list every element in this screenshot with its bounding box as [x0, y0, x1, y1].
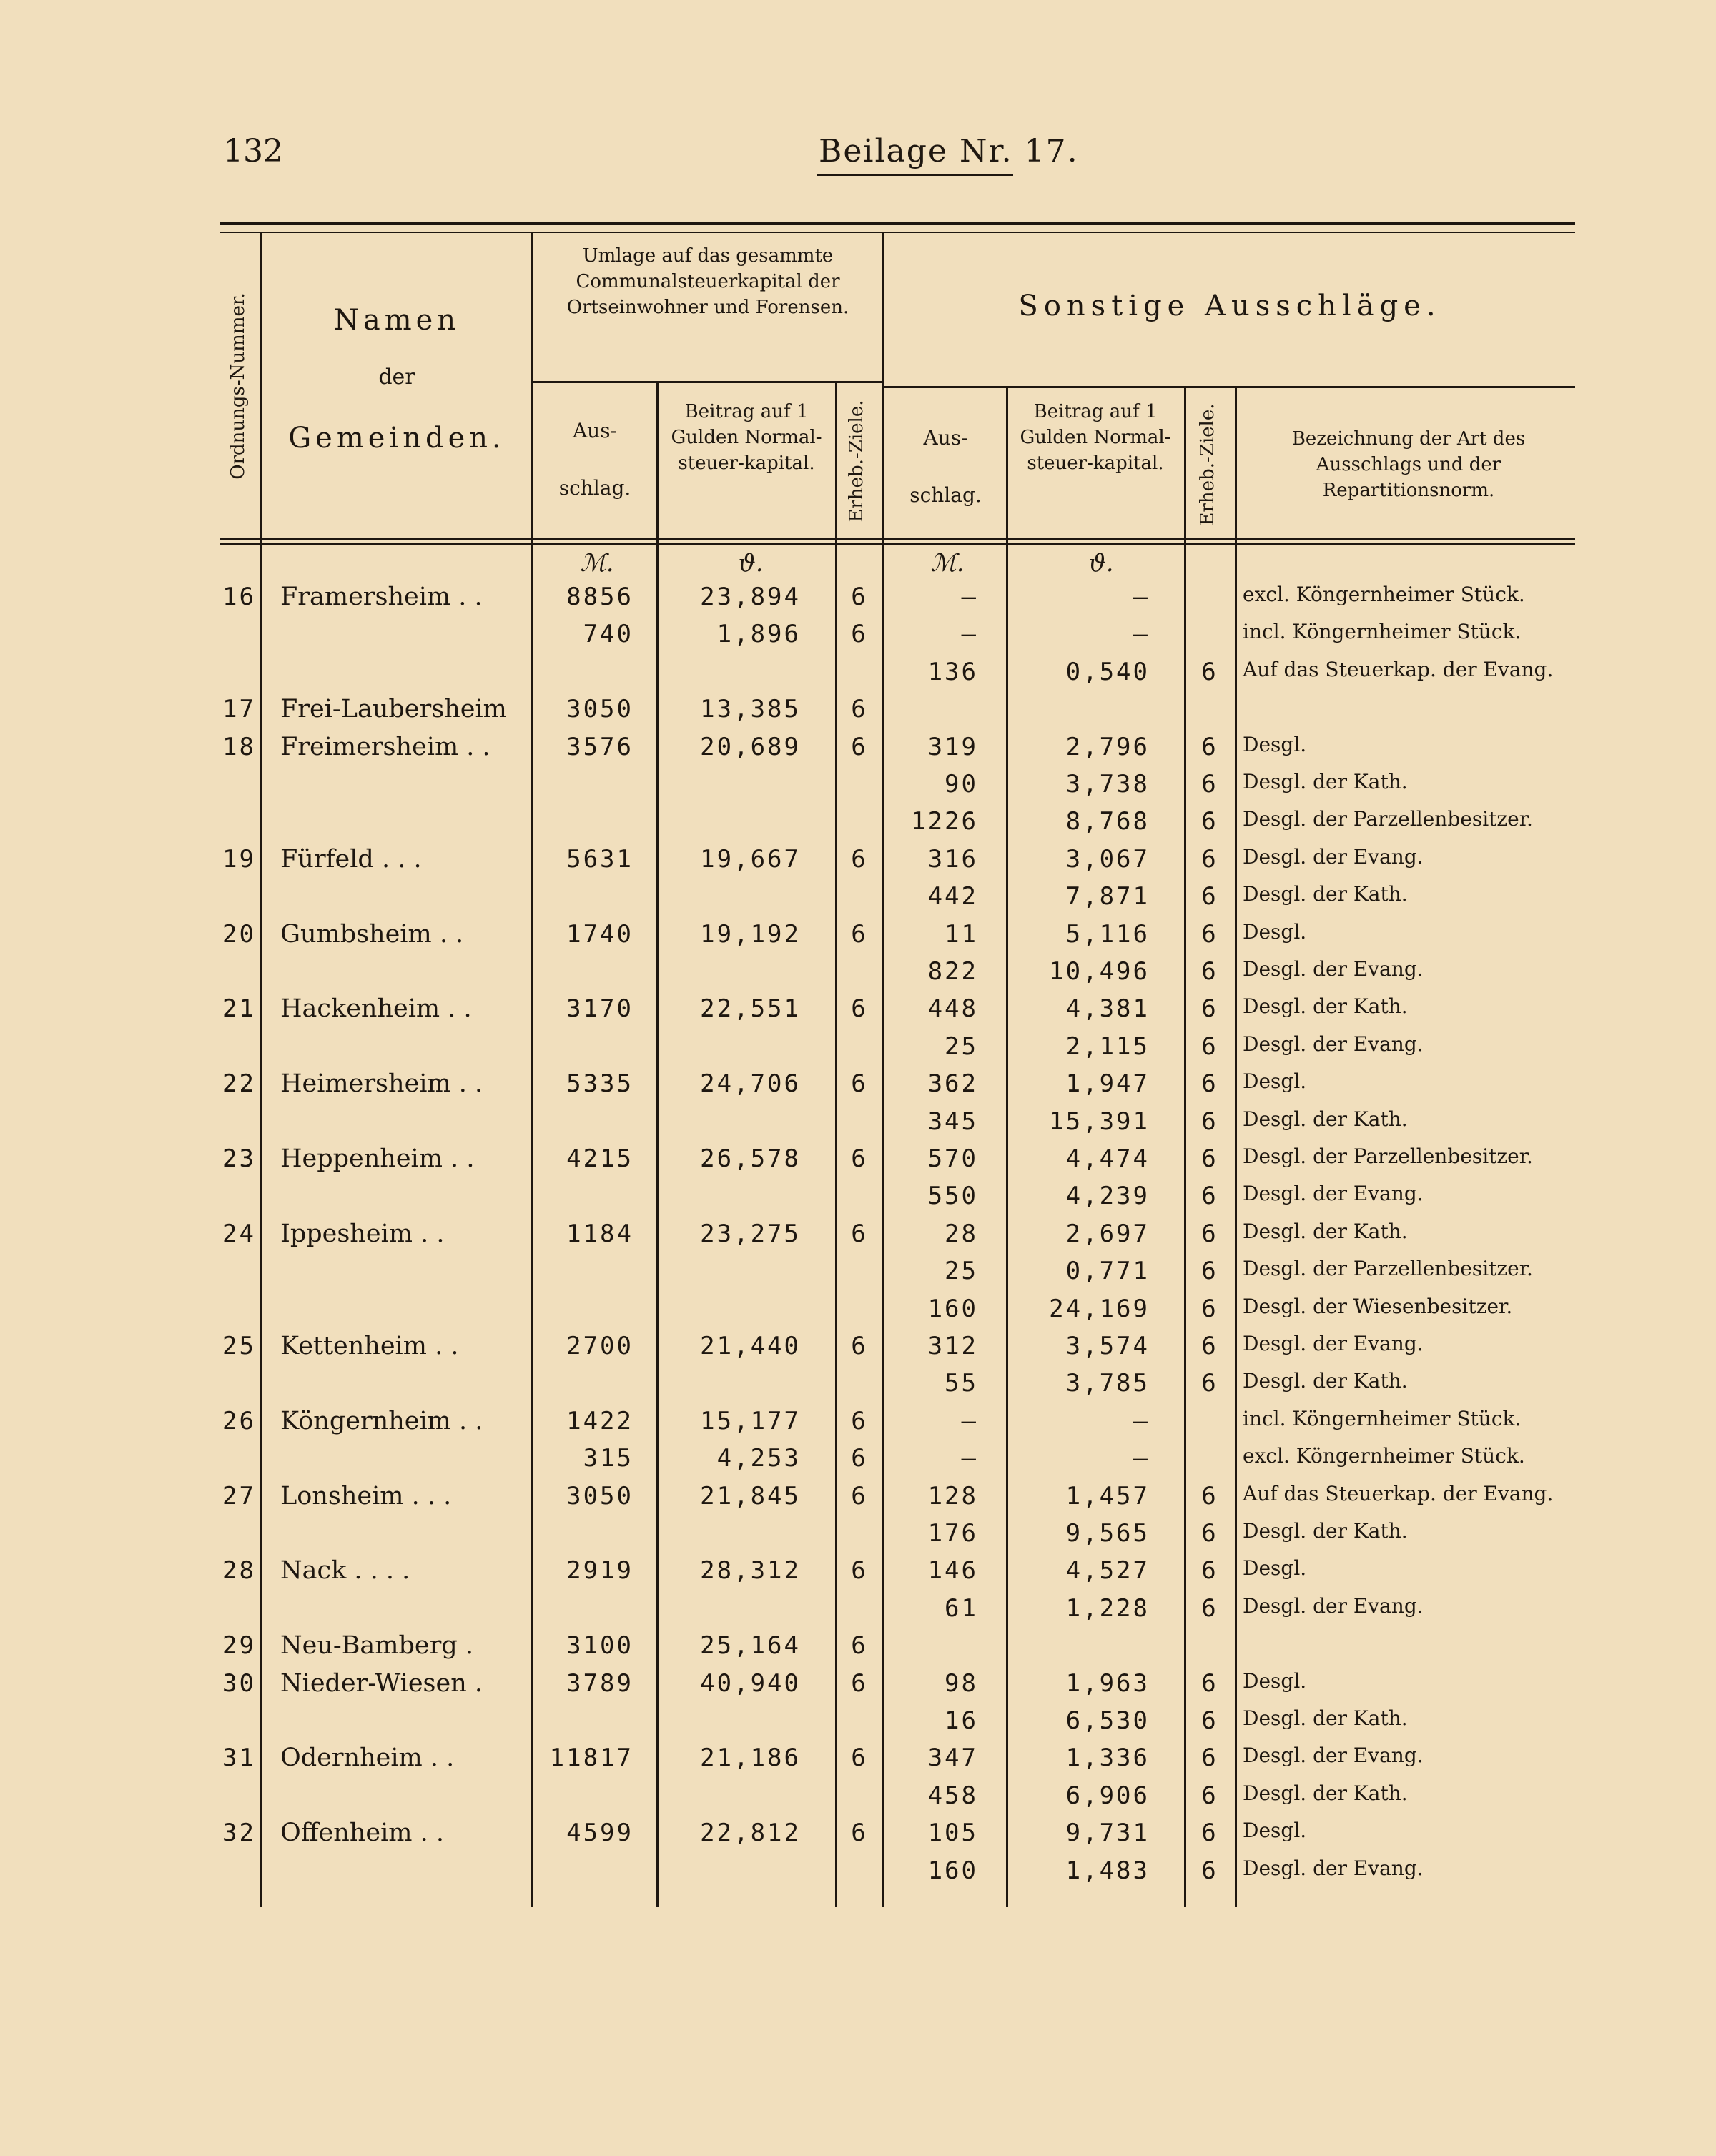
row-umlage-beitrag: 21,440: [700, 1332, 801, 1360]
row-sonstige-beitrag: 4,381: [1065, 994, 1150, 1024]
header-namen: Namen: [333, 304, 460, 337]
row-sonstige-ausschlag: 11: [945, 919, 978, 949]
header-erheb-ziele-1: Erheb.-Ziele.: [846, 400, 867, 523]
row-sonstige-ausschlag: 458: [927, 1781, 978, 1810]
row-bezeichnung: Desgl. der Wiesenbesitzer.: [1243, 1294, 1513, 1318]
row-bezeichnung: Desgl. der Kath.: [1243, 994, 1408, 1019]
row-sonstige-ausschlag: 550: [927, 1182, 978, 1211]
row-number: 16: [222, 583, 256, 611]
row-umlage-beitrag: 21,845: [700, 1481, 801, 1510]
row-umlage-beitrag: 24,706: [700, 1069, 801, 1099]
row-bezeichnung: incl. Köngernheimer Stück.: [1243, 620, 1522, 644]
col-divider-d: [1184, 387, 1186, 1907]
row-sonstige-ausschlag: 16: [945, 1706, 978, 1735]
row-umlage-ziele: 6: [851, 1069, 868, 1099]
header-erheb-ziele-2: Erheb.-Ziele.: [1197, 403, 1218, 526]
row-sonstige-ziele: 6: [1201, 844, 1218, 874]
row-bezeichnung: Desgl. der Evang.: [1243, 1332, 1424, 1355]
row-sonstige-beitrag: 24,169: [1049, 1294, 1150, 1323]
row-umlage-ausschlag: 1740: [566, 919, 633, 949]
row-sonstige-ziele: 6: [1201, 807, 1218, 836]
row-number: 30: [222, 1668, 256, 1698]
row-sonstige-ziele: 6: [1201, 1107, 1218, 1136]
row-bezeichnung: Desgl. der Evang.: [1243, 844, 1424, 869]
row-umlage-ausschlag: 4215: [566, 1144, 633, 1173]
row-bezeichnung: Desgl. der Kath.: [1243, 770, 1408, 793]
row-bezeichnung: Desgl. der Kath.: [1243, 1107, 1408, 1131]
row-sonstige-ziele: 6: [1201, 1781, 1218, 1810]
row-sonstige-beitrag: —: [1133, 1406, 1150, 1435]
row-sonstige-ausschlag: 90: [945, 770, 978, 798]
row-sonstige-ausschlag: 136: [927, 657, 978, 686]
header-gemeinden: Gemeinden.: [288, 422, 506, 455]
row-umlage-ausschlag: 2700: [566, 1332, 633, 1360]
row-municipality: Nack . . . .: [280, 1556, 410, 1586]
row-municipality: Fürfeld . . .: [280, 844, 422, 874]
row-sonstige-ausschlag: 28: [945, 1219, 978, 1248]
row-sonstige-ziele: 6: [1201, 1668, 1218, 1698]
page-number: 132: [223, 133, 283, 169]
row-sonstige-ziele: 6: [1201, 1332, 1218, 1360]
row-sonstige-beitrag: 15,391: [1049, 1107, 1150, 1136]
row-bezeichnung: Desgl. der Evang.: [1243, 1856, 1424, 1880]
row-bezeichnung: Desgl. der Evang.: [1243, 1593, 1424, 1618]
row-sonstige-ziele: 6: [1201, 657, 1218, 686]
row-sonstige-beitrag: 1,483: [1065, 1856, 1150, 1885]
row-sonstige-beitrag: —: [1133, 620, 1150, 649]
row-number: 21: [222, 994, 256, 1024]
row-umlage-ausschlag: 8856: [566, 583, 633, 611]
row-sonstige-ziele: 6: [1201, 1294, 1218, 1323]
row-number: 29: [222, 1631, 256, 1661]
row-umlage-beitrag: 40,940: [700, 1668, 801, 1698]
row-sonstige-ziele: 6: [1201, 994, 1218, 1024]
row-municipality: Lonsheim . . .: [280, 1481, 452, 1510]
row-bezeichnung: Desgl. der Kath.: [1243, 1781, 1408, 1805]
row-sonstige-beitrag: 1,963: [1065, 1668, 1150, 1698]
row-umlage-ausschlag: 3170: [566, 994, 633, 1024]
row-bezeichnung: Desgl.: [1243, 1556, 1307, 1581]
header-bottom-rule-2: [220, 543, 1575, 545]
row-umlage-beitrag: 22,551: [700, 994, 801, 1024]
header-ausschlag-1b: schlag.: [558, 476, 631, 500]
row-sonstige-ziele: 6: [1201, 732, 1218, 761]
header-bottom-rule: [220, 538, 1575, 540]
row-umlage-ausschlag: 3050: [566, 1481, 633, 1510]
row-municipality: Ippesheim . .: [280, 1219, 445, 1248]
row-sonstige-beitrag: 9,565: [1065, 1519, 1150, 1548]
row-bezeichnung: Desgl. der Kath.: [1243, 1219, 1408, 1243]
row-sonstige-ausschlag: 362: [927, 1069, 978, 1099]
row-bezeichnung: Desgl. der Evang.: [1243, 1182, 1424, 1206]
header-beitrag-2: Beitrag auf 1 Gulden Normal-steuer-kapital.: [1020, 401, 1171, 474]
header-umlage: Umlage auf das gesammte Communalsteuerkapital der Ortseinwohner und Forensen.: [566, 245, 849, 318]
row-sonstige-ziele: 6: [1201, 1556, 1218, 1586]
row-sonstige-ziele: 6: [1201, 1519, 1218, 1548]
row-sonstige-ausschlag: 347: [927, 1744, 978, 1773]
row-number: 24: [222, 1219, 256, 1248]
row-municipality: Hackenheim . .: [280, 994, 472, 1024]
row-umlage-ausschlag: 5631: [566, 844, 633, 874]
row-sonstige-ziele: 6: [1201, 1481, 1218, 1510]
row-umlage-beitrag: 22,812: [700, 1819, 801, 1848]
row-umlage-ausschlag: 2919: [566, 1556, 633, 1586]
row-bezeichnung: excl. Köngernheimer Stück.: [1243, 583, 1525, 606]
row-umlage-ausschlag: 11817: [549, 1744, 633, 1773]
row-sonstige-beitrag: 4,527: [1065, 1556, 1150, 1586]
col-divider-z2: [1235, 387, 1237, 1907]
row-umlage-beitrag: 23,275: [700, 1219, 801, 1248]
row-bezeichnung: Desgl. der Kath.: [1243, 882, 1408, 906]
row-sonstige-ziele: 6: [1201, 1706, 1218, 1735]
unit-mark-2: ℳ.: [930, 549, 965, 578]
row-umlage-beitrag: 19,667: [700, 844, 801, 874]
row-sonstige-beitrag: 9,731: [1065, 1819, 1150, 1848]
row-sonstige-ziele: 6: [1201, 1182, 1218, 1211]
header-ausschlag-1a: Aus-: [572, 419, 618, 442]
row-sonstige-beitrag: 4,474: [1065, 1144, 1150, 1173]
row-number: 26: [222, 1406, 256, 1435]
row-bezeichnung: Desgl.: [1243, 1069, 1307, 1094]
row-bezeichnung: Desgl. der Parzellenbesitzer.: [1243, 1144, 1533, 1168]
unit-pfennig-1: ϑ.: [738, 549, 764, 578]
row-sonstige-ausschlag: 25: [945, 1257, 978, 1286]
col-divider-c: [1006, 387, 1008, 1907]
row-municipality: Nieder-Wiesen .: [280, 1668, 483, 1698]
row-number: 19: [222, 844, 256, 874]
row-municipality: Freimersheim . .: [280, 732, 490, 761]
row-sonstige-beitrag: 6,530: [1065, 1706, 1150, 1735]
row-sonstige-ausschlag: 345: [927, 1107, 978, 1136]
row-umlage-ziele: 6: [851, 695, 868, 724]
row-umlage-ziele: 6: [851, 919, 868, 949]
row-umlage-beitrag: 26,578: [700, 1144, 801, 1173]
row-umlage-ziele: 6: [851, 1406, 868, 1435]
row-umlage-ziele: 6: [851, 583, 868, 611]
row-number: 17: [222, 695, 256, 724]
header-der: der: [378, 365, 415, 390]
row-umlage-ausschlag: 4599: [566, 1819, 633, 1848]
row-sonstige-beitrag: 5,116: [1065, 919, 1150, 949]
row-umlage-ziele: 6: [851, 1744, 868, 1773]
row-umlage-ausschlag: 3576: [566, 732, 633, 761]
row-municipality: Framersheim . .: [280, 583, 483, 611]
row-number: 27: [222, 1481, 256, 1510]
row-umlage-ziele: 6: [851, 1144, 868, 1173]
row-umlage-beitrag: 1,896: [716, 620, 801, 649]
row-sonstige-ziele: 6: [1201, 1744, 1218, 1773]
unit-pfennig-2: ϑ.: [1088, 549, 1114, 578]
row-umlage-ausschlag: 3050: [566, 695, 633, 724]
row-sonstige-ziele: 6: [1201, 1856, 1218, 1885]
row-municipality: Neu-Bamberg .: [280, 1631, 473, 1661]
row-umlage-ausschlag: 740: [583, 620, 633, 649]
row-municipality: Gumbsheim . .: [280, 919, 464, 949]
row-sonstige-ziele: 6: [1201, 957, 1218, 986]
row-sonstige-ausschlag: 570: [927, 1144, 978, 1173]
row-bezeichnung: Desgl.: [1243, 1819, 1307, 1843]
row-sonstige-ausschlag: 61: [945, 1593, 978, 1623]
row-bezeichnung: Desgl.: [1243, 919, 1307, 944]
row-sonstige-ausschlag: 105: [927, 1819, 978, 1848]
col-divider-z: [882, 233, 884, 1907]
row-number: 22: [222, 1069, 256, 1099]
row-bezeichnung: Desgl.: [1243, 1668, 1307, 1693]
row-umlage-ausschlag: 1422: [566, 1406, 633, 1435]
title-underline: [817, 174, 1013, 176]
row-umlage-ausschlag: 5335: [566, 1069, 633, 1099]
row-sonstige-beitrag: 2,697: [1065, 1219, 1150, 1248]
row-sonstige-ausschlag: 146: [927, 1556, 978, 1586]
row-umlage-beitrag: 15,177: [700, 1406, 801, 1435]
row-sonstige-beitrag: 2,796: [1065, 732, 1150, 761]
row-umlage-ziele: 6: [851, 994, 868, 1024]
col-divider-b: [835, 382, 837, 1907]
row-umlage-beitrag: 25,164: [700, 1631, 801, 1661]
header-ausschlag-2b: schlag.: [909, 483, 982, 507]
row-municipality: Kettenheim . .: [280, 1332, 459, 1360]
row-umlage-ziele: 6: [851, 1556, 868, 1586]
row-bezeichnung: Desgl. der Evang.: [1243, 1032, 1424, 1056]
row-umlage-beitrag: 19,192: [700, 919, 801, 949]
row-sonstige-ausschlag: 128: [927, 1481, 978, 1510]
row-sonstige-beitrag: 3,738: [1065, 770, 1150, 798]
row-sonstige-ausschlag: —: [961, 583, 978, 611]
top-rule-thin: [220, 232, 1575, 233]
row-sonstige-ausschlag: 176: [927, 1519, 978, 1548]
row-bezeichnung: Auf das Steuerkap. der Evang.: [1243, 657, 1554, 681]
row-umlage-ausschlag: 3789: [566, 1668, 633, 1698]
row-umlage-ausschlag: 315: [583, 1444, 633, 1473]
header-ordnungs-nummer: Ordnungs-Nummer.: [227, 292, 249, 480]
col-divider-name: [531, 233, 533, 1907]
row-sonstige-ausschlag: 160: [927, 1294, 978, 1323]
row-sonstige-ausschlag: —: [961, 1406, 978, 1435]
row-sonstige-beitrag: 1,228: [1065, 1593, 1150, 1623]
row-bezeichnung: Desgl.: [1243, 732, 1307, 756]
row-sonstige-ausschlag: —: [961, 620, 978, 649]
row-sonstige-ziele: 6: [1201, 919, 1218, 949]
header-bezeichnung: Bezeichnung der Art des Ausschlags und der Repartitionsnorm.: [1291, 428, 1526, 501]
row-bezeichnung: Desgl. der Parzellenbesitzer.: [1243, 1257, 1533, 1281]
row-sonstige-ausschlag: 442: [927, 882, 978, 911]
top-rule-thick: [220, 222, 1575, 225]
row-sonstige-beitrag: 7,871: [1065, 882, 1150, 911]
row-umlage-beitrag: 21,186: [700, 1744, 801, 1773]
row-number: 28: [222, 1556, 256, 1586]
row-umlage-beitrag: 28,312: [700, 1556, 801, 1586]
row-sonstige-beitrag: 4,239: [1065, 1182, 1150, 1211]
row-umlage-ausschlag: 3100: [566, 1631, 633, 1661]
row-sonstige-ziele: 6: [1201, 770, 1218, 798]
row-municipality: Frei-Laubersheim: [280, 695, 507, 724]
row-sonstige-ausschlag: —: [961, 1444, 978, 1473]
row-sonstige-ziele: 6: [1201, 1369, 1218, 1398]
row-sonstige-beitrag: 1,457: [1065, 1481, 1150, 1510]
row-umlage-ziele: 6: [851, 1819, 868, 1848]
row-number: 20: [222, 919, 256, 949]
row-municipality: Odernheim . .: [280, 1744, 455, 1773]
row-umlage-ziele: 6: [851, 1481, 868, 1510]
col-divider-nr: [260, 233, 262, 1907]
row-bezeichnung: Desgl. der Evang.: [1243, 1744, 1424, 1768]
row-sonstige-beitrag: 3,574: [1065, 1332, 1150, 1360]
row-municipality: Köngernheim . .: [280, 1406, 483, 1435]
row-umlage-ziele: 6: [851, 620, 868, 649]
row-umlage-beitrag: 4,253: [716, 1444, 801, 1473]
row-umlage-ziele: 6: [851, 1631, 868, 1661]
row-sonstige-ziele: 6: [1201, 1593, 1218, 1623]
header-ausschlag-2a: Aus-: [923, 426, 968, 450]
row-sonstige-ausschlag: 1226: [911, 807, 978, 836]
row-bezeichnung: Desgl. der Kath.: [1243, 1369, 1408, 1393]
row-sonstige-beitrag: 1,336: [1065, 1744, 1150, 1773]
row-sonstige-ausschlag: 160: [927, 1856, 978, 1885]
row-umlage-ziele: 6: [851, 1332, 868, 1360]
row-sonstige-beitrag: 0,540: [1065, 657, 1150, 686]
row-number: 18: [222, 732, 256, 761]
row-sonstige-beitrag: 3,785: [1065, 1369, 1150, 1398]
umlage-sub-rule: [533, 381, 883, 383]
row-umlage-ziele: 6: [851, 1219, 868, 1248]
row-sonstige-ziele: 6: [1201, 1144, 1218, 1173]
row-umlage-beitrag: 13,385: [700, 695, 801, 724]
row-number: 25: [222, 1332, 256, 1360]
row-number: 32: [222, 1819, 256, 1848]
row-bezeichnung: incl. Köngernheimer Stück.: [1243, 1406, 1522, 1430]
unit-mark-1: ℳ.: [580, 549, 614, 578]
row-umlage-ziele: 6: [851, 844, 868, 874]
row-sonstige-beitrag: 6,906: [1065, 1781, 1150, 1810]
row-sonstige-ziele: 6: [1201, 1819, 1218, 1848]
row-bezeichnung: Auf das Steuerkap. der Evang.: [1243, 1481, 1554, 1505]
page-title: Beilage Nr. 17.: [819, 133, 1079, 169]
row-sonstige-beitrag: 0,771: [1065, 1257, 1150, 1286]
row-sonstige-ziele: 6: [1201, 1219, 1218, 1248]
row-bezeichnung: Desgl. der Kath.: [1243, 1706, 1408, 1730]
row-bezeichnung: Desgl. der Parzellenbesitzer.: [1243, 807, 1533, 831]
row-sonstige-ausschlag: 55: [945, 1369, 978, 1398]
header-beitrag-1: Beitrag auf 1 Gulden Normal-steuer-kapital.: [671, 401, 822, 474]
row-sonstige-beitrag: —: [1133, 1444, 1150, 1473]
col-divider-a: [656, 382, 659, 1907]
row-municipality: Heppenheim . .: [280, 1144, 475, 1173]
row-bezeichnung: Desgl. der Evang.: [1243, 957, 1424, 981]
row-sonstige-beitrag: 3,067: [1065, 844, 1150, 874]
row-umlage-ausschlag: 1184: [566, 1219, 633, 1248]
row-sonstige-ausschlag: 98: [945, 1668, 978, 1698]
row-sonstige-ziele: 6: [1201, 1069, 1218, 1099]
row-sonstige-beitrag: —: [1133, 583, 1150, 611]
row-umlage-ziele: 6: [851, 732, 868, 761]
row-umlage-beitrag: 20,689: [700, 732, 801, 761]
row-sonstige-ziele: 6: [1201, 882, 1218, 911]
row-number: 23: [222, 1144, 256, 1173]
row-umlage-ziele: 6: [851, 1668, 868, 1698]
row-sonstige-beitrag: 1,947: [1065, 1069, 1150, 1099]
header-sonstige: Sonstige Ausschläge.: [1018, 290, 1441, 322]
row-sonstige-beitrag: 8,768: [1065, 807, 1150, 836]
row-municipality: Offenheim . .: [280, 1819, 444, 1848]
row-sonstige-ausschlag: 822: [927, 957, 978, 986]
row-sonstige-beitrag: 10,496: [1049, 957, 1150, 986]
row-sonstige-ziele: 6: [1201, 1257, 1218, 1286]
row-sonstige-ausschlag: 25: [945, 1032, 978, 1061]
row-municipality: Heimersheim . .: [280, 1069, 483, 1099]
row-sonstige-beitrag: 2,115: [1065, 1032, 1150, 1061]
row-bezeichnung: excl. Köngernheimer Stück.: [1243, 1444, 1525, 1468]
sonstige-sub-rule: [884, 386, 1575, 388]
row-sonstige-ausschlag: 319: [927, 732, 978, 761]
row-bezeichnung: Desgl. der Kath.: [1243, 1519, 1408, 1543]
row-sonstige-ausschlag: 312: [927, 1332, 978, 1360]
row-umlage-ziele: 6: [851, 1444, 868, 1473]
row-umlage-beitrag: 23,894: [700, 583, 801, 611]
row-sonstige-ausschlag: 448: [927, 994, 978, 1024]
row-sonstige-ziele: 6: [1201, 1032, 1218, 1061]
row-number: 31: [222, 1744, 256, 1773]
row-sonstige-ausschlag: 316: [927, 844, 978, 874]
